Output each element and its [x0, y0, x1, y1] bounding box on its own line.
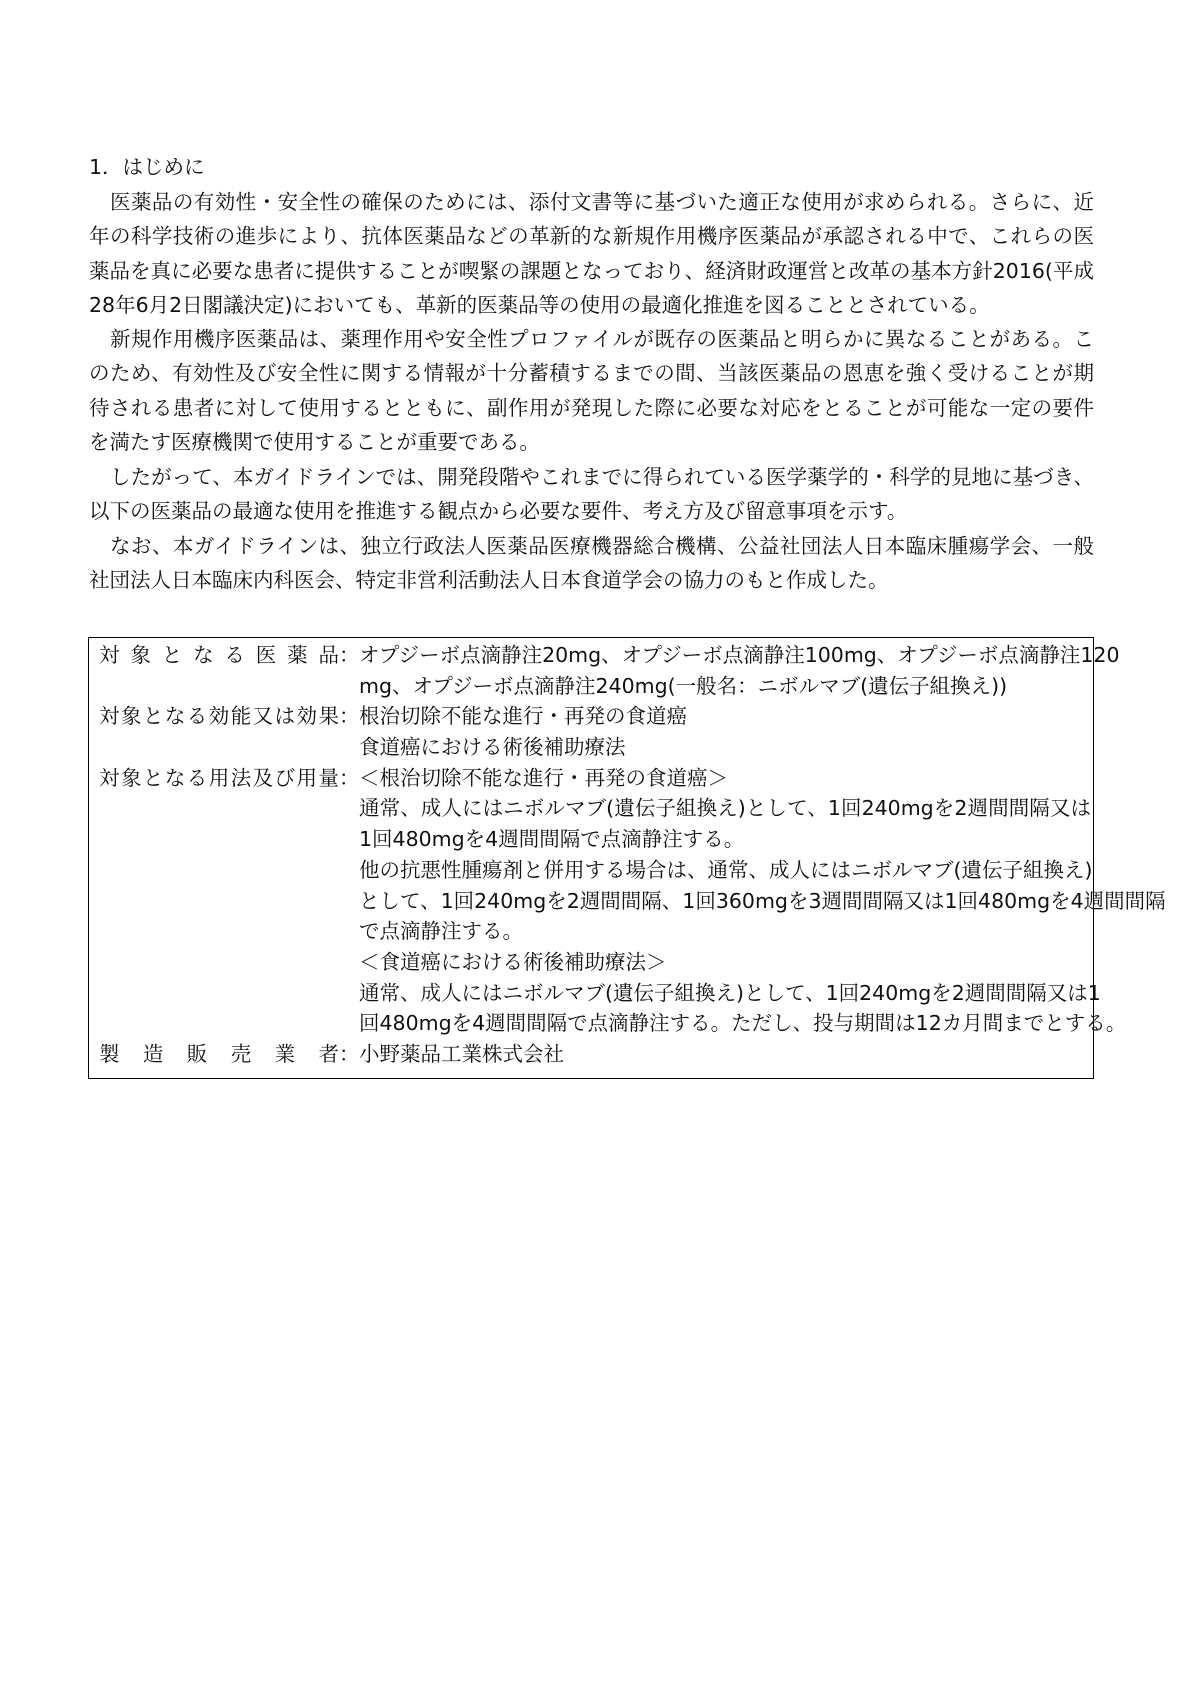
paragraph — [89, 460, 1094, 529]
value-line: として、1回240mgを2週間間隔、1回360mgを3週間間隔又は1回480mgを4週間間隔 — [359, 888, 1166, 913]
row-label: 対象となる効能又は効果 — [99, 704, 339, 729]
paragraph-line: 待される患者に対して使用するとともに、副作用が発現した際に必要な対応をとることが可能な一定の要件 — [89, 395, 1094, 420]
paragraph — [89, 185, 1094, 323]
row-value — [359, 640, 1120, 701]
paragraph-line: 新規作用機序医薬品は、薬理作用や安全性プロファイルが既存の医薬品と明らかに異なることがある。こ — [110, 327, 1094, 351]
drug-info-table — [88, 637, 1166, 1079]
value-line: オプジーボ点滴静注20mg、オプジーボ点滴静注100mg、オプジーボ点滴静注120 — [359, 643, 1120, 667]
row-value — [359, 1039, 1091, 1070]
paragraph — [89, 322, 1094, 460]
row-colon: ： — [339, 765, 360, 790]
value-line: 回480mgを4週間間隔で点滴静注する。ただし、投与期間は12カ月間までとする。 — [359, 1011, 1127, 1036]
value-line: 小野薬品工業株式会社 — [359, 1042, 564, 1067]
paragraph-line: 以下の医薬品の最適な使用を推進する観点から必要な要件、考え方及び留意事項を示す。 — [89, 499, 908, 524]
row-label: 製造販売業者 — [99, 1042, 339, 1067]
value-line: 通常、成人にはニボルマブ(遺伝子組換え)として、1回240mgを2週間間隔又は — [359, 796, 1091, 821]
value-line: 1回480mgを4週間間隔で点滴静注する。 — [359, 827, 745, 852]
paragraph-line: 年の科学技術の進歩により、抗体医薬品などの革新的な新規作用機序医薬品が承認される中で、これらの医 — [89, 224, 1094, 249]
paragraph-line: したがって、本ガイドラインでは、開発段階やこれまでに得られている医学薬学的・科学的見地に基づき、 — [110, 465, 1094, 489]
value-line: 食道癌における術後補助療法 — [359, 735, 626, 760]
row-colon: ： — [339, 704, 360, 729]
paragraph — [89, 529, 1094, 598]
value-line: 根治切除不能な進行・再発の食道癌 — [359, 704, 687, 729]
section-heading: 1．はじめに — [89, 155, 205, 179]
row-value — [359, 763, 1166, 1039]
row-label: 対象となる医薬品 — [99, 643, 339, 667]
row-label: 対象となる用法及び用量 — [99, 765, 339, 790]
paragraph-line: のため、有効性及び安全性に関する情報が十分蓄積するまでの間、当該医薬品の恩恵を強く受けることが期 — [89, 361, 1094, 386]
paragraph-line: 医薬品の有効性・安全性の確保のためには、添付文書等に基づいた適正な使用が求められる。さらに、近 — [110, 190, 1094, 214]
value-line: mg、オプジーボ点滴静注240mg(一般名：ニボルマブ(遺伝子組換え)) — [359, 673, 1008, 698]
value-line: ＜根治切除不能な進行・再発の食道癌＞ — [359, 765, 728, 790]
row-colon: ： — [339, 1042, 360, 1067]
row-colon: ： — [339, 643, 360, 667]
value-line: で点滴静注する。 — [359, 919, 523, 944]
value-line: 通常、成人にはニボルマブ(遺伝子組換え)として、1回240mgを2週間間隔又は1 — [359, 980, 1101, 1005]
paragraph-line: なお、本ガイドラインは、独立行政法人医薬品医療機器総合機構、公益社団法人日本臨床腫瘍学会、一般 — [110, 534, 1094, 558]
paragraph-line: 薬品を真に必要な患者に提供することが喫緊の課題となっており、経済財政運営と改革の基本方針2016(平成 — [89, 258, 1094, 283]
value-line: 他の抗悪性腫瘍剤と併用する場合は、通常、成人にはニボルマブ(遺伝子組換え) — [359, 857, 1093, 882]
paragraph-line: を満たす医療機関で使用することが重要である。 — [89, 430, 540, 455]
row-value — [359, 701, 1091, 762]
paragraph-line: 社団法人日本臨床内科医会、特定非営利活動法人日本食道学会の協力のもと作成した。 — [89, 568, 889, 593]
value-line: ＜食道癌における術後補助療法＞ — [359, 949, 667, 974]
paragraph-line: 28年6月2日閣議決定)においても、革新的医薬品等の使用の最適化推進を図ることとされている。 — [89, 293, 990, 318]
